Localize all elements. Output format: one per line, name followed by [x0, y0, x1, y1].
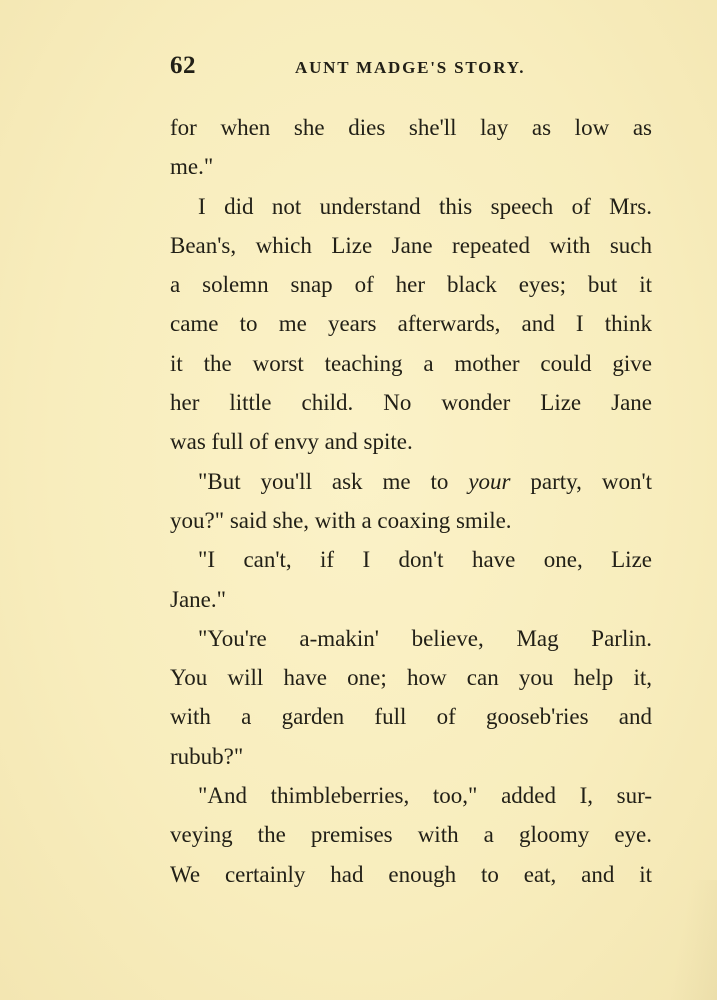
- page-shadow: [657, 880, 717, 1000]
- text-segment: rubub?": [170, 743, 244, 769]
- text-segment: her little child. No wonder Lize Jane: [170, 390, 652, 416]
- text-segment: We certainly had enough to eat, and it: [170, 861, 652, 887]
- text-segment: me.": [170, 154, 214, 180]
- running-title: AUNT MADGE'S STORY.: [295, 58, 526, 77]
- text-line: [170, 187, 652, 226]
- text-segment: veying the premises with a gloomy eye.: [170, 822, 652, 848]
- text-segment: You will have one; how can you help it,: [170, 665, 652, 691]
- text-segment-italic: your: [468, 468, 511, 494]
- text-segment: "But you'll ask me to: [198, 468, 469, 494]
- text-segment: a solemn snap of her black eyes; but it: [170, 272, 652, 298]
- text-line: [170, 580, 652, 619]
- text-segment: Bean's, which Lize Jane repeated with such: [170, 232, 652, 258]
- text-line: [170, 501, 652, 540]
- text-line: [170, 658, 652, 697]
- text-segment: for when she dies she'll lay as low: [170, 115, 633, 140]
- text-line: [170, 226, 652, 265]
- text-line: [170, 776, 652, 815]
- text-line: [170, 540, 652, 579]
- text-line: [170, 304, 652, 343]
- text-line: [170, 462, 652, 501]
- text-line: [170, 108, 652, 147]
- text-segment: "You're a-makin' believe, Mag Parlin.: [198, 625, 652, 651]
- body-text: [170, 108, 652, 894]
- text-segment: "I can't, if I don't have one, Lize: [198, 547, 652, 573]
- text-segment: with a garden full of gooseb'ries and: [170, 704, 652, 730]
- page-number: 62: [170, 52, 196, 79]
- text-line: [170, 383, 652, 422]
- text-segment: party, won't: [510, 468, 652, 494]
- text-line: [170, 697, 652, 736]
- text-segment: Jane.": [170, 586, 227, 612]
- text-line: [170, 422, 652, 461]
- text-line: [170, 619, 652, 658]
- text-line: [170, 147, 652, 186]
- text-line: [170, 737, 652, 776]
- text-line: [170, 344, 652, 383]
- text-segment: "And thimbleberries, too," added I, sur-: [198, 783, 652, 809]
- text-segment: it the worst teaching a mother could give: [170, 350, 652, 376]
- running-head: [170, 52, 650, 88]
- text-line: [170, 815, 652, 854]
- text-segment: I did not understand this speech of Mrs.: [198, 193, 652, 219]
- text-line: [170, 855, 652, 894]
- text-segment: was full of envy and spite.: [170, 429, 413, 455]
- text-line: [170, 265, 652, 304]
- text-segment: you?" said she, with a coaxing smile.: [170, 507, 512, 533]
- text-segment: came to me years afterwards, and I think: [170, 311, 652, 337]
- text-segment: as: [632, 115, 652, 140]
